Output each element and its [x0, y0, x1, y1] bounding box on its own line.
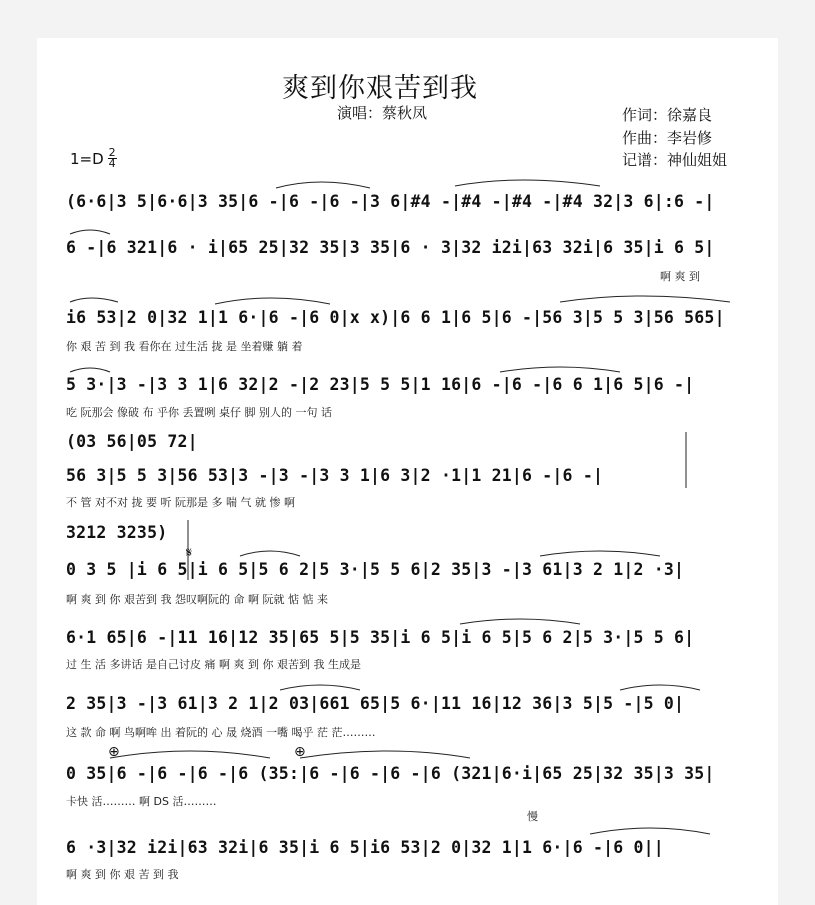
- notation-row-1: (6·6|3 5|6·6|3 35|6 -|6 -|6 -|3 6|#4 -|#4 -|#4 -|#4 32|3 6|:6 -|: [66, 192, 715, 211]
- lyrics-row-10: 这 款 命 啊 鸟啊哞 出 着阮的 心 晟 烧酒 一嘴 喝乎 茫 茫………: [66, 726, 376, 739]
- lyrics-row-12: 啊 爽 到 你 艰 苦 到 我: [66, 868, 179, 881]
- notation-row-10: 2 35|3 -|3 61|3 2 1|2 03|661 65|5 6·|11 16|12 36|3 5|5 -|5 0|: [66, 694, 685, 713]
- composer-credit: 作曲：李岩修: [622, 129, 713, 147]
- time-top: 2: [108, 146, 116, 159]
- transcriber-credit: 记谱：神仙姐姐: [622, 151, 728, 169]
- segno-mark: 𝄋: [186, 545, 193, 561]
- time-bottom: 4: [108, 157, 116, 170]
- coda-mark-2: ⊕: [294, 744, 306, 760]
- lyricist-credit: 作词：徐嘉良: [622, 106, 713, 124]
- notation-row-9: 6·1 65|6 -|11 16|12 35|65 5|5 35|i 6 5|i 6 5|5 6 2|5 3·|5 5 6|: [66, 628, 695, 647]
- lyrics-row-3: 你 艰 苦 到 我 看你在 过生活 拢 是 坐着赚 躺 着: [66, 340, 303, 353]
- notation-row-11: 0 35|6 -|6 -|6 -|6 (35:|6 -|6 -|6 -|6 (321|6·i|65 25|32 35|3 35|: [66, 764, 715, 783]
- lyrics-row-6: 不 管 对不对 拢 要 听 阮那是 多 喘 气 就 惨 啊: [66, 496, 295, 509]
- lyrics-row-8: 啊 爽 到 你 艰苦到 我 怨叹啊阮的 命 啊 阮就 惦 惦 来: [66, 593, 328, 606]
- key-signature: [70, 148, 117, 169]
- lyrics-row-4: 吃 阮那会 像破 布 乎你 丢置咧 桌仔 脚 别人的 一句 话: [66, 406, 332, 419]
- song-title: 爽到你艰苦到我: [282, 73, 478, 104]
- notation-row-4: 5 3·|3 -|3 3 1|6 32|2 -|2 23|5 5 5|1 16|6 -|6 -|6 6 1|6 5|6 -|: [66, 375, 695, 394]
- key-label: 1=D: [70, 149, 104, 168]
- lyrics-row-9: 过 生 活 多讲话 是自己讨皮 痛 啊 爽 到 你 艰苦到 我 生成是: [66, 658, 361, 671]
- singer-credit: 演唱：蔡秋凤: [337, 104, 428, 122]
- notation-row-6: 56 3|5 5 3|56 53|3 -|3 -|3 3 1|6 3|2 ·1|1 21|6 -|6 -|: [66, 466, 604, 485]
- notation-row-3: i6 53|2 0|32 1|1 6·|6 -|6 0|x x)|6 6 1|6 5|6 -|56 3|5 5 3|56 565|: [66, 308, 725, 327]
- notation-row-2: 6 -|6 321|6 · i|65 25|32 35|3 35|6 · 3|32 i2i|63 32i|6 35|i 6 5|: [66, 238, 715, 257]
- time-signature: [108, 148, 117, 169]
- slow-marking: 慢: [527, 810, 538, 823]
- lyrics-row-2: 啊 爽 到: [660, 270, 700, 283]
- notation-row-5: (03 56|05 72|: [66, 432, 198, 451]
- notation-row-7: 3212 3235): [66, 523, 168, 542]
- notation-row-8: 0 3 5 |i 6 5|i 6 5|5 6 2|5 3·|5 5 6|2 35|3 -|3 61|3 2 1|2 ·3|: [66, 560, 685, 579]
- lyrics-row-11: 卡快 活……… 啊 DS 活………: [66, 795, 217, 808]
- notation-row-12: 6 ·3|32 i2i|63 32i|6 35|i 6 5|i6 53|2 0|32 1|1 6·|6 -|6 0||: [66, 838, 664, 857]
- coda-mark-1: ⊕: [108, 744, 120, 760]
